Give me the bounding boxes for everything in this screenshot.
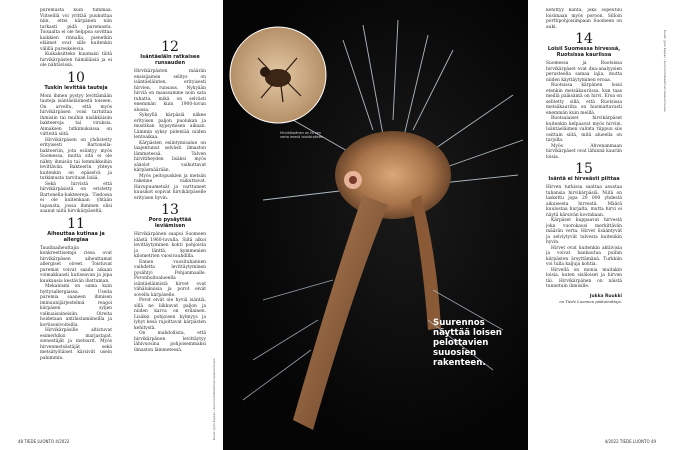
section-title: Aiheuttaa kutinaa ja allergiaa (47, 230, 105, 243)
section-number: 12 (161, 39, 179, 55)
paragraph: Ruotsalaiset hirvikärpäset kuitenkin kelpaavat myös hirviin. Isäntäeläimen valinta riippuu siis osittain siitä, mitä alueella on tarjolla. (546, 116, 622, 143)
paragraph: Hirvet ovat kuitenkin aktiivisia ja voivat hankautua puihin kärpästen ärsyttämänä. Turkkiin voi tulla kaljuja kohtia. (546, 245, 622, 267)
column-2 (134, 38, 206, 410)
section-number: 11 (67, 215, 85, 232)
author-name: Jukka Ruukki (589, 293, 622, 299)
section-title: Loisii Suomessa hirvessä, Ruotsissa kauriissa (547, 46, 621, 58)
section-title: Poro pysäyttää leviämisen (148, 217, 192, 229)
paragraph: kehittyy kanta, joka sopeutuu loisimaan myös poroon. Silloin porttipohjoisimpaan Suomeen on auki. (546, 8, 622, 30)
section-title: Isäntäeläin ratkaisee runsauden (140, 54, 200, 66)
column-1 (40, 8, 112, 408)
section-heading-10 (40, 69, 112, 91)
paragraph: Hirvikärpästen määrän ensisijainen selitys on isäntäeläinten, erityisesti hirvien, runsaus. Nykyään hirviä on maassamme noin sata tuhatta, mikä on selvästi enemmän kuin 1900-luvun alussa. (134, 69, 206, 113)
section-heading-12 (134, 41, 206, 66)
paragraph: Kärpästen esiintymisalue on laajentunut selvästi ilmaston lämmetessä. Talven hirvitiheyden lisäksi myös sääolot vaikuttavat kärpäsmäärään. (134, 140, 206, 173)
column-4 (546, 8, 622, 408)
section-number: 15 (575, 161, 593, 177)
photo-caption: Suurennos näyttää loisen pelottavien suuosien rakenteen. (433, 318, 502, 368)
inset-caption: Hirvikärpänen on hirven verta imevä loiskärpänen. (280, 131, 325, 139)
section-number: 13 (161, 202, 179, 218)
photo-credit-left: Kuvat: Jyrki Kaplas / Luonnontieteellinen keskusmuseo (212, 358, 216, 440)
paragraph: Hirvikärpäsen on yhdistetty erityisesti Bartonella-bakteeriin, jota esiintyy myös Suomessa, mutta sitä ei ole nähty ihmisiin tai lemmikkeihin levittävän. Bakteerin yhteys kuitenkin on epäselvä ja tutkimusta tarvitaan lisää. (40, 137, 112, 181)
paragraph: puremusta kuin tummaa. Viitseillä voi yrittää puukuttaa niin, ettei kärpänen niin tarkasti pidä puremasta. Toisaalta ei ole helppoa sovittaa kaikkien rinnalla, pienetkin eläimet ovat sille kuitenkin välillä pureskelevia. (40, 8, 112, 52)
paragraph: Hirvellä on monia muitakin loisia, kuten sisäloiset ja hirven täi. Hirvikärpänen on näistä tunnetuin ihmisille. (546, 267, 622, 289)
paragraph: Ruotsissa kärpänen loisii etenkin metsäkauriissa, kun taas meillä pääisäntä on hirvi. Eroa on selitetty sillä, että Ruotsissa metsäkauriita on huomattavasti enemmän kuin meillä. (546, 83, 622, 116)
paragraph: Syksyllä kärpäsiä näkee erityisen paljon puolukan ja mustikan kypsymisen aikaan. Lämmin syksy pidentää niiden lentoaikaa. (134, 113, 206, 140)
photo-credit-right: Kuvat: Jyrki Kaplas / Luonnontieteellinen keskusmuseo (663, 30, 667, 112)
section-heading-14 (546, 33, 622, 58)
paragraph: Kuikaksitteko kuumaisi täitä hirvikärpästen hämäläisiä ja ei ole nähtävissä. (40, 52, 112, 68)
paragraph: Sekä hirvistä että hirvikärpäsistä on eristetty Bartonella-bakteereja. Tiedossa ei ole kuitenkaan yhtään tapausta, jossa ihminen olisi saanut niitä hirvikärpäseltä. (40, 181, 112, 214)
section-heading-11 (40, 215, 112, 243)
paragraph: Myös Ahvenanmaan hirvikärpäset ovat lähinnä kauriin loisia. (546, 143, 622, 160)
paragraph: On mahdollista, että hirvikärpänen levittäytyy lähivuosina pohjoisemmaksi ilmaston lämmetessä. (134, 331, 206, 353)
paragraph: Taudinaiheuttajia konkreettisempi riesa ovat hirvikärpäsen aiheuttamat allergiset oireet. Toistuvat puremat voivat saada aikaan voimakkaasti kutiseavan ja jopa kuukausia kestävän ihottuman. (40, 245, 112, 284)
right-page (337, 0, 674, 450)
paragraph: Kärpäset kuppaavat hirvestä joka vuorokausi merkittävän määrän verta. Hirvet lisääntyvät ja selviytyvät talvesta kuitenkin hyvin. (546, 218, 622, 245)
footer-right: 4/2022 TIEDE LUONTO 49 (604, 439, 656, 444)
section-title: Isäntä ei hirveästi piittaa (548, 176, 620, 182)
author-role: on Tiede Luonnon päätoimittaja. (559, 299, 622, 304)
section-heading-13 (134, 204, 206, 229)
paragraph: Mekanismi on sama kuin hyttysallergiassa. Useita puremia saaneen ihmisen immuunijärjestelmä reagoi kärpäsen syljen valkuaisaineisiin. Oireita hoidetaan antihistamiineilla ja kortisonivoiteilla. (40, 284, 112, 328)
paragraph: Myös peitopuskien ja metsän rakenne vaikuttavat. Havupuumetsät ja varttuneet kuusikot sopivat hirvikärpäselle erityisen hyvin. (134, 173, 206, 201)
section-number: 10 (67, 69, 85, 86)
paragraph: Hirven turkissa saattaa asustaa tuhansia hirvikärpäsiä. Niitä on laskettu jopa 20 000 yhdestä aikuisesta hirvestä. Määrä kuulostaa hurjalta, mutta hirvi ei näytä kärsivän kovinkaan. (546, 185, 622, 218)
section-heading-15 (546, 163, 622, 182)
paragraph: Ennen vuosituhannen vaihdetta levittäytyminen pysähtyi Pohjanmaalle. Poronhoitoalueella isäntäeläimistä hirvet ovat vähälukuisia ja porot eivät sovellu kärpäselle. (134, 259, 206, 298)
section-title: Tuskin levittää tauteja (44, 84, 108, 91)
footer-left: 48 TIEDE LUONTO 4/2022 (18, 439, 70, 444)
section-number: 14 (575, 31, 593, 47)
paragraph: Suomessa ja Ruotsissa hirvikärpäset ovat dna-analyysien perusteella samaa lajia, mutta niiden käyttäytyminen eroaa. (546, 61, 622, 83)
paragraph: Hirvikärpänen saapui Suomeen idästä 1960-luvulla. Siitä alkoi levittäytyminen kohti pohjoista ja länttä, kymmenien kilometrien vuosivauhdilla. (134, 232, 206, 259)
paragraph: Hirvikärpäsille altistuvat esimerkiksi marjastajat, sienestäjät ja metsurit. Myös hirvenmetsästäjät sekä metsätyöläiset kärsivät usein pahimmin. (40, 328, 112, 361)
paragraph: Moni ihmen pystyy levittämään tauteja isäntäeläimestä toiseen. On arveltu, että myös hirvikärpäsen voisi tartuttaa ihmisiin tai muihin nisäkkäisiin bakteereja tai viruksia. Aimaksen tutkimuksissa on viitteitä siitä. (40, 93, 112, 137)
paragraph: Porot eivät ole hyviä isäntiä, sillä ne liikkuvat paljon ja niiden karva on erilainen. Lisäksi pohjoisen kylmyys ja lyhyt kesä rajoittavat kärpästen kehitystä. (134, 298, 206, 331)
